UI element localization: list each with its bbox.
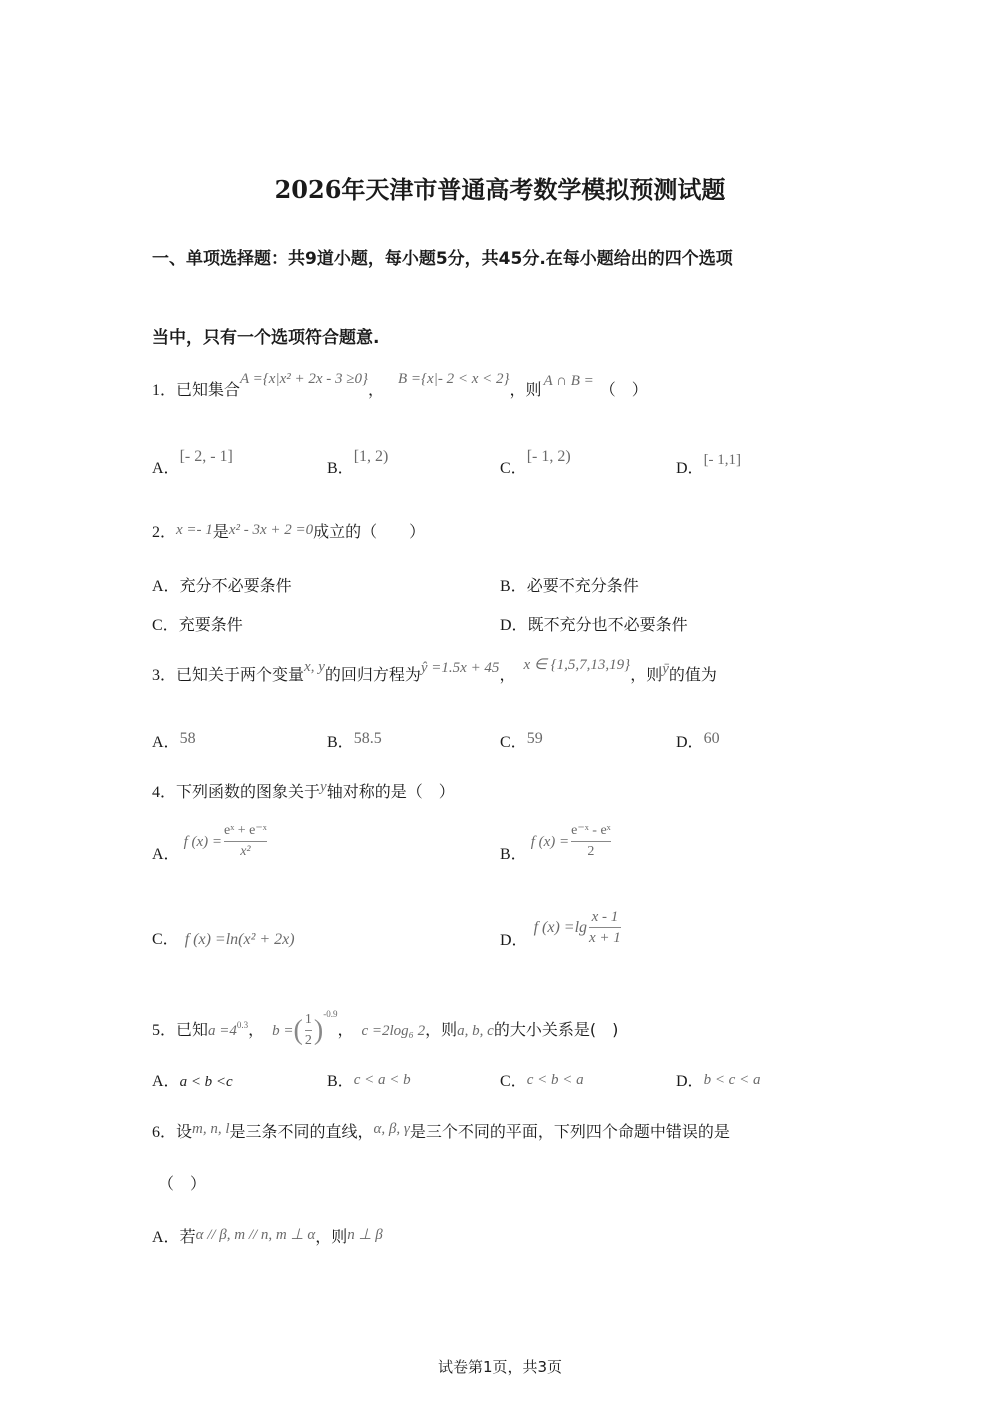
option-label: A． (152, 734, 180, 751)
q4-option-c (152, 926, 295, 949)
fraction-bar (224, 841, 267, 842)
section-heading-line1: 一、单项选择题：共9道小题，每小题5分，共45分.在每小题给出的四个选项 (152, 249, 733, 269)
question-text: 已知集合 (176, 380, 241, 399)
answer-blank: （ ） (599, 380, 648, 399)
numerator: x - 1 (591, 909, 619, 925)
abc-vars: a, b, c (457, 1023, 494, 1039)
option-value: 必要不充分条件 (526, 576, 639, 595)
regression-equation: ŷ =1.5x + 45 (420, 660, 500, 676)
section-heading-line2: 当中，只有一个选项符合题意. (152, 328, 380, 348)
question-text: ，则 (509, 380, 542, 399)
q6-option-a (152, 1224, 383, 1247)
option-label: B． (327, 734, 354, 751)
paren-left: ( (293, 1014, 303, 1046)
q5-option-b (327, 1068, 411, 1091)
q3-option-a (152, 729, 196, 752)
question-text: 的大小关系是( ) (493, 1020, 619, 1039)
a-exponent: 0.3 (236, 1020, 249, 1030)
numerator: eˣ + e⁻ˣ (224, 823, 267, 838)
variables-expr: x, y (304, 659, 325, 675)
question-text: 轴对称的是（ ） (326, 782, 455, 801)
question-2 (152, 520, 425, 545)
question-text: 成立的（ ） (313, 522, 426, 541)
question-text: 已知 (176, 1020, 209, 1039)
q1-option-d (676, 452, 742, 478)
fraction-bar (589, 927, 621, 928)
option-label: D． (500, 617, 528, 634)
denominator: 2 (304, 1033, 312, 1048)
option-value: 既不充分也不必要条件 (527, 615, 688, 634)
question-number: 3． (152, 667, 177, 684)
q3-option-d (676, 729, 720, 752)
q2-option-b (500, 573, 639, 596)
paren-right: ) (313, 1014, 324, 1046)
q5-option-c (500, 1068, 584, 1091)
question-text: 是 (212, 522, 229, 541)
option-label: B． (500, 578, 527, 595)
q6-answer-blank: （ ） (158, 1174, 207, 1193)
fraction (305, 1011, 312, 1050)
option-value: a < b <c (179, 1074, 233, 1090)
page-footer: 试卷第1页，共3页 (437, 1358, 563, 1376)
c-expr: c =2log₆ 2 (361, 1023, 426, 1039)
option-text: ，则 (315, 1227, 348, 1246)
fraction (589, 908, 621, 947)
option-label: B． (327, 1073, 354, 1090)
intersection-expr: A ∩ B = (543, 373, 594, 389)
option-value: [- 1, 2) (526, 448, 571, 465)
question-1 (152, 371, 648, 403)
function-expr: f (x) =ln(x² + 2x) (184, 931, 295, 948)
option-value: 充要条件 (178, 615, 243, 634)
q4-option-d (500, 908, 623, 947)
q2-option-d (500, 612, 688, 635)
question-6 (152, 1120, 730, 1145)
lines-vars: m, n, l (192, 1121, 230, 1137)
q1-option-b (327, 448, 389, 478)
set-b: B ={x|- 2 < x < 2} (398, 371, 510, 387)
option-label: C． (500, 734, 527, 751)
option-value: [- 2, - 1] (179, 448, 233, 465)
numerator: 1 (304, 1012, 312, 1027)
question-number: 2． (152, 524, 177, 541)
q2-option-c (152, 612, 243, 635)
x-set: x ∈ {1,5,7,13,19} (523, 657, 631, 673)
q5-option-a (152, 1068, 233, 1091)
question-text: 的回归方程为 (324, 665, 421, 684)
q5-option-d (676, 1068, 760, 1091)
option-label: A． (152, 846, 180, 863)
question-4 (152, 780, 455, 805)
set-a: A ={x|x² + 2x - 3 ≥0} (240, 371, 368, 387)
b-expr: b = (272, 1023, 294, 1039)
question-text: 是三个不同的平面，下列四个命题中错误的是 (409, 1122, 730, 1141)
function-lhs: f (x) =lg (533, 919, 588, 936)
fraction-bar (305, 1030, 312, 1031)
q4-option-a (152, 822, 269, 861)
q1-option-c (500, 448, 571, 478)
option-value: c < b < a (526, 1072, 584, 1088)
option-label: D． (676, 460, 704, 477)
y-mean: ȳ (662, 661, 669, 677)
option-label: D． (676, 1073, 704, 1090)
denominator: x² (240, 844, 251, 859)
option-label: C． (500, 460, 527, 477)
function-lhs: f (x) = (530, 834, 570, 850)
question-3 (152, 657, 717, 688)
page-title: 2026年天津市普通高考数学模拟预测试题 (274, 175, 726, 204)
fraction (571, 822, 611, 861)
b-exponent: -0.9 (323, 1009, 338, 1019)
option-value: 58 (179, 730, 196, 747)
option-label: A． (152, 578, 180, 595)
option-label: D． (500, 932, 528, 949)
option-value: 59 (526, 730, 543, 747)
option-label: C． (152, 931, 179, 948)
separator: ， (499, 665, 516, 684)
equation-expr: x² - 3x + 2 =0 (228, 522, 314, 538)
q4-option-b (500, 822, 613, 861)
question-text: 设 (176, 1122, 193, 1141)
question-5 (152, 1002, 618, 1050)
result-expr: n ⊥ β (347, 1227, 383, 1243)
option-label: B． (327, 460, 354, 477)
q3-option-c (500, 729, 543, 752)
separator: ， (368, 380, 385, 399)
fraction (224, 822, 267, 861)
question-text: 是三条不同的直线， (229, 1122, 374, 1141)
question-text: 已知关于两个变量 (176, 665, 305, 684)
separator: ， (248, 1020, 265, 1039)
option-value: [- 1,1] (703, 452, 742, 468)
function-lhs: f (x) = (183, 834, 222, 850)
separator: ， (337, 1020, 354, 1039)
a-expr: a =4 (208, 1023, 237, 1039)
option-value: 充分不必要条件 (179, 576, 292, 595)
option-text: 若 (179, 1227, 196, 1246)
condition-expr: α // β, m // n, m ⊥ α (195, 1227, 316, 1243)
question-text: 的值为 (668, 665, 717, 684)
question-text: ，则 (630, 665, 663, 684)
denominator: 2 (587, 844, 595, 859)
axis-var: y (320, 779, 327, 795)
option-value: 58.5 (353, 730, 382, 747)
denominator: x + 1 (589, 930, 621, 946)
option-label: A． (152, 1229, 180, 1246)
option-label: C． (500, 1073, 527, 1090)
option-label: A． (152, 1073, 180, 1090)
option-label: B． (500, 846, 527, 863)
option-value: c < a < b (353, 1072, 411, 1088)
question-number: 5． (152, 1022, 177, 1039)
q2-option-a (152, 573, 292, 596)
question-number: 4． (152, 784, 177, 801)
q3-option-b (327, 729, 382, 752)
option-label: D． (676, 734, 704, 751)
option-value: 60 (703, 730, 720, 747)
option-label: C． (152, 617, 179, 634)
option-value: [1, 2) (353, 448, 389, 465)
question-number: 1． (152, 382, 177, 399)
option-value: b < c < a (703, 1072, 761, 1088)
planes-vars: α, β, γ (373, 1121, 410, 1137)
question-text: 下列函数的图象关于 (176, 782, 321, 801)
question-number: 6． (152, 1124, 177, 1141)
fraction-bar (571, 841, 611, 842)
condition-expr: x =- 1 (176, 522, 213, 538)
q1-option-a (152, 448, 233, 478)
option-label: A． (152, 460, 180, 477)
numerator: e⁻ˣ - eˣ (571, 823, 611, 838)
question-text: ，则 (425, 1020, 458, 1039)
